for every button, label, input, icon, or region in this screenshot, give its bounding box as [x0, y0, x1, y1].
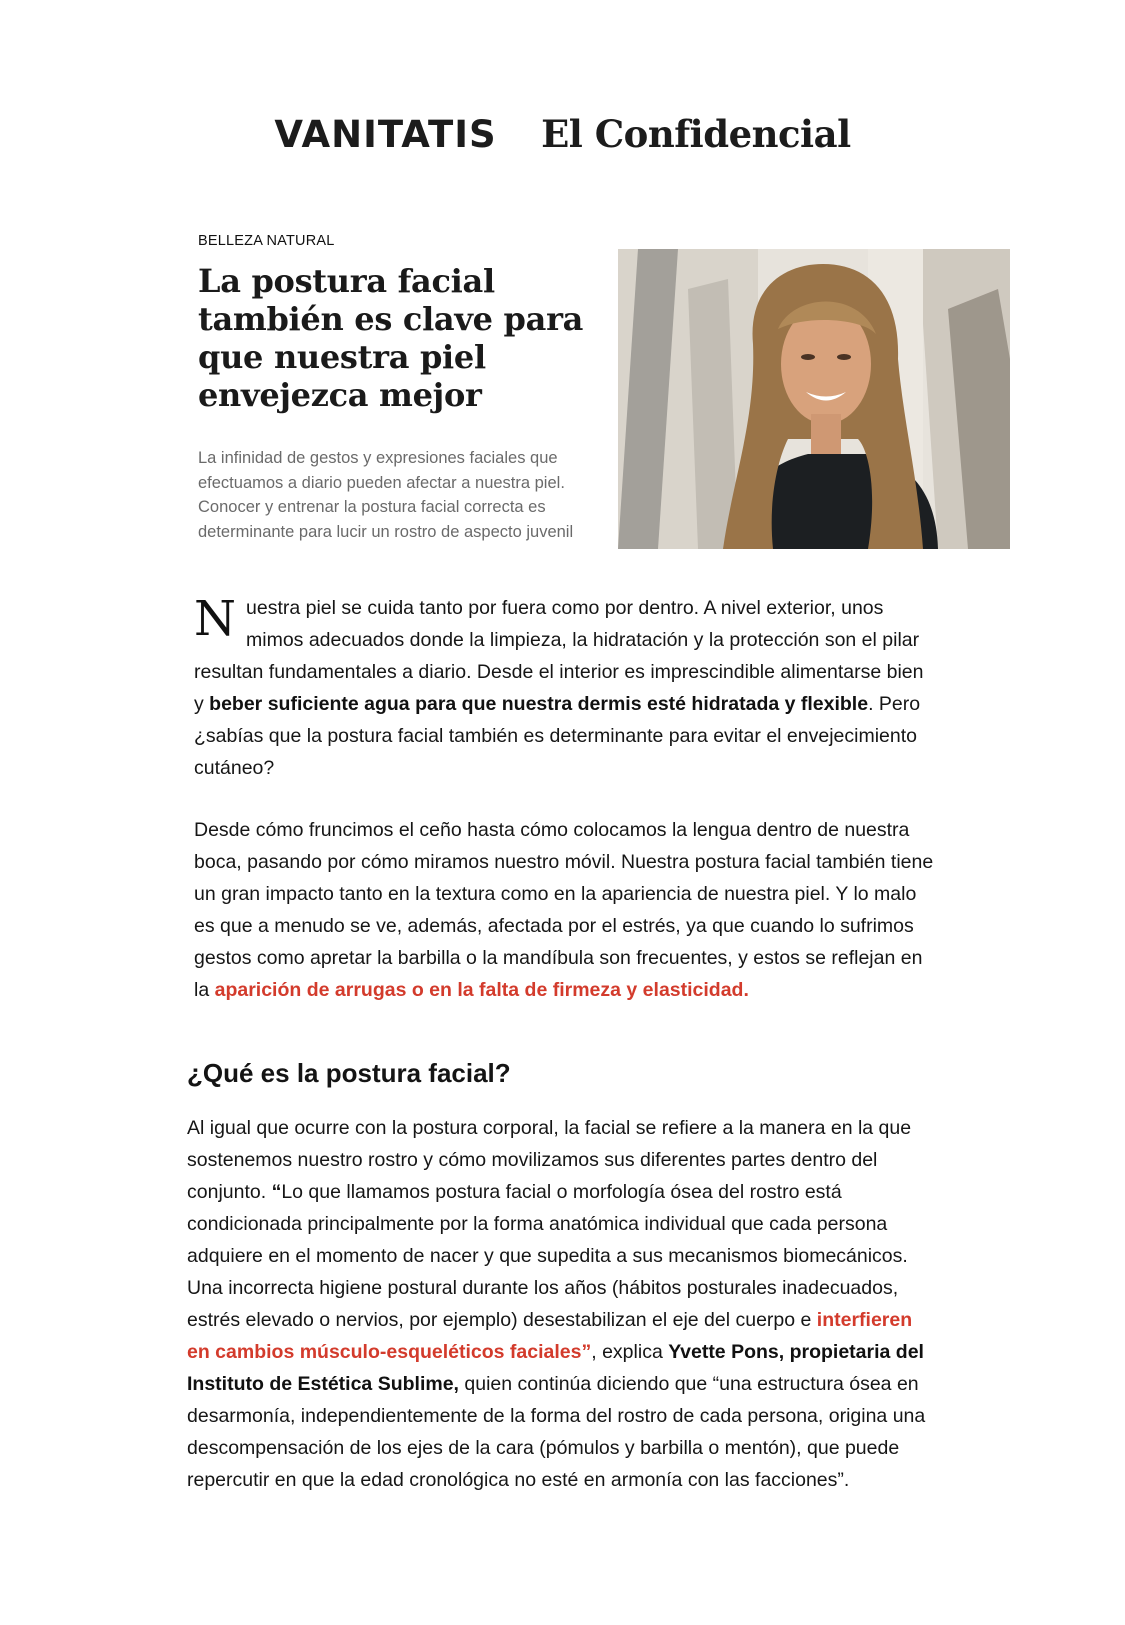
body-paragraph-3 — [187, 1112, 937, 1496]
hero-photo — [618, 249, 1010, 549]
article-title: La postura facial también es clave para que nuestra piel envejezca mejor — [198, 262, 584, 414]
hero-photo-illustration — [618, 249, 1010, 549]
article-standfirst: La infinidad de gestos y expresiones faciales que efectuamos a diario pueden afectar a nuestra piel. Conocer y entrenar la postura facial correcta es determinante para lucir un rostro de aspecto juvenil — [198, 449, 574, 541]
el-confidencial-logo[interactable]: El Confidencial — [541, 112, 851, 156]
p3-bold-source: Yvette Pons, propietaria del Instituto de Estética Sublime, — [187, 1341, 924, 1395]
p1-bold-text: beber suficiente agua para que nuestra dermis esté hidratada y flexible — [209, 693, 869, 715]
p1-text-b: . Pero ¿sabías que la postura facial también es determinante para evitar el envejecimiento cutáneo? — [194, 693, 921, 779]
drop-cap: N — [194, 591, 236, 647]
p2-text-a: Desde cómo fruncimos el ceño hasta cómo colocamos la lengua dentro de nuestra boca, pasando por cómo miramos nuestro móvil. Nuestra postura facial también tiene un gran impacto tanto en la textura como en la apariencia de nuestra piel. Y lo malo es que a menudo se ve, además, afectada por el estrés, ya que cuando lo sufrimos gestos como apretar la barbilla o la mandíbula son frecuentes, y estos se reflejan en la — [194, 819, 934, 1001]
p3-inline-link[interactable]: interfieren en cambios músculo-esqueléticos faciales” — [187, 1309, 913, 1363]
p2-inline-link[interactable]: aparición de arrugas o en la falta de firmeza y elasticidad. — [214, 979, 749, 1001]
p3-text-d: quien continúa diciendo que “una estructura ósea en desarmonía, independientemente de la forma del rostro de cada persona, origina una descompensación de los ejes de la cara (pómulos y barbilla o mentón), que puede repercutir en que la edad cronológica no esté en armonía con las facciones”. — [187, 1373, 926, 1491]
vanitatis-logo[interactable]: VANITATIS — [274, 112, 497, 156]
p1-text-a: uestra piel se cuida tanto por fuera como por dentro. A nivel exterior, unos mimos adecuados donde la limpieza, la hidratación y la protección son el pilar resultan fundamentales a diario. Desde el interior es imprescindible alimentarse bien y — [194, 597, 924, 715]
section-subheading: ¿Qué es la postura facial? — [187, 1058, 511, 1088]
body-paragraph-1 — [194, 592, 934, 784]
body-paragraph-2 — [194, 814, 934, 1006]
p3-text-c: , explica — [591, 1341, 669, 1363]
section-kicker[interactable]: BELLEZA NATURAL — [198, 233, 335, 249]
p3-text-a: Al igual que ocurre con la postura corporal, la facial se refiere a la manera en la que sostenemos nuestro rostro y cómo movilizamos sus diferentes partes dentro del conjunto. — [187, 1117, 912, 1203]
brand-header — [0, 112, 1125, 156]
p3-quote-open: “ — [271, 1181, 282, 1203]
p3-text-b: Lo que llamamos postura facial o morfología ósea del rostro está condicionada principalmente por la forma anatómica individual que cada persona adquiere en el momento de nacer y que supedita a sus mecanismos biomecánicos. Una incorrecta higiene postural durante los años (hábitos posturales inadecuados, estrés elevado o nervios, por ejemplo) desestabilizan el eje del cuerpo e — [187, 1181, 908, 1331]
